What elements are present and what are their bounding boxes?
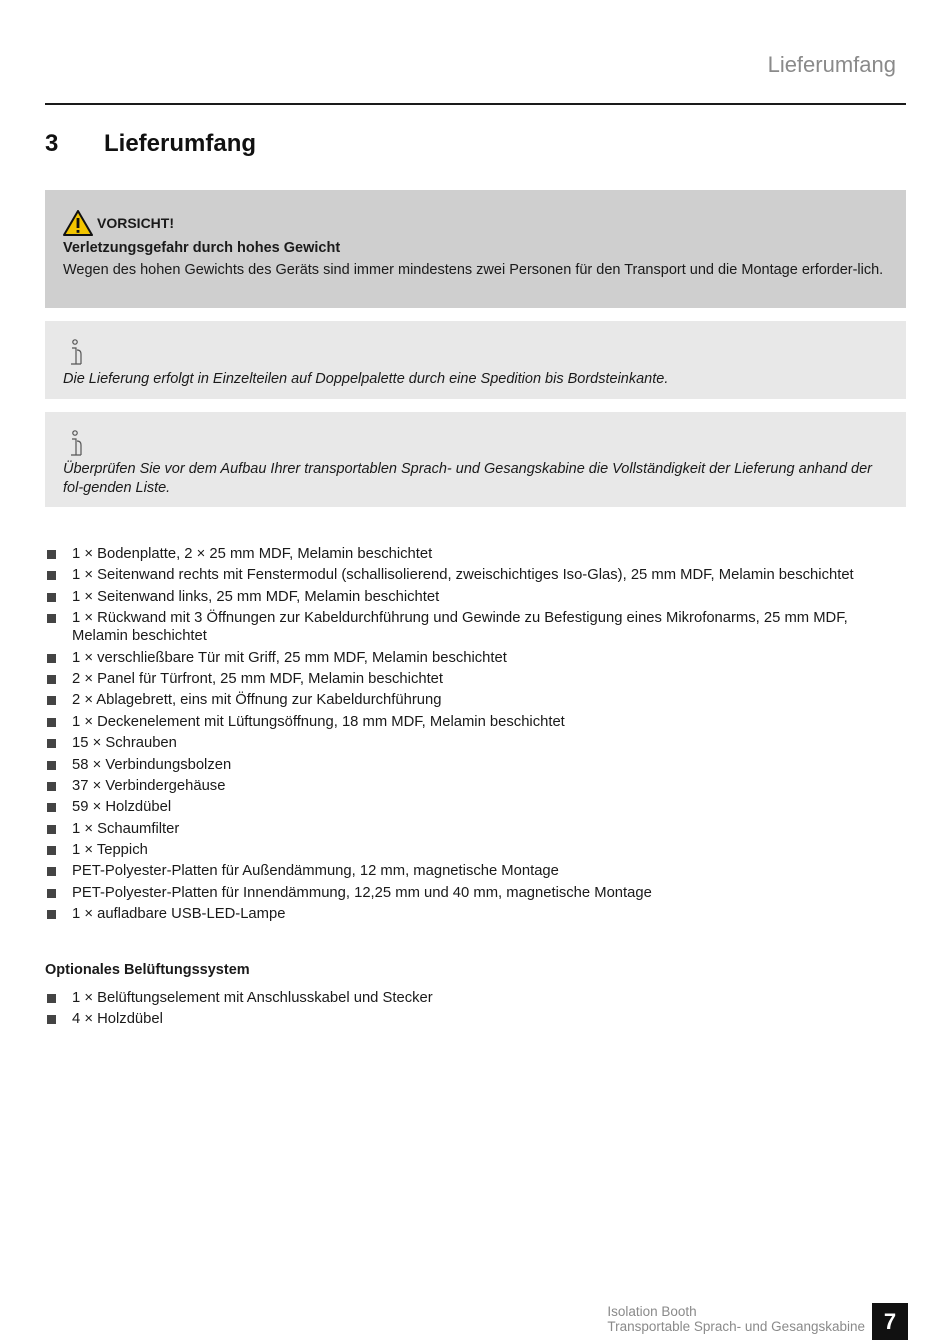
list-item: 2 × Panel für Türfront, 25 mm MDF, Melamin beschichtet: [45, 670, 906, 688]
footer-text: [607, 1304, 865, 1334]
list-item: 59 × Holzdübel: [45, 798, 906, 816]
list-item: 1 × Bodenplatte, 2 × 25 mm MDF, Melamin beschichtet: [45, 545, 906, 563]
caution-subtitle: Verletzungsgefahr durch hohes Gewicht: [63, 240, 341, 256]
note-text-delivery: Die Lieferung erfolgt in Einzelteilen auf Doppelpalette durch eine Spedition bis Bordsteinkante.: [63, 371, 669, 387]
list-item: 1 × Belüftungselement mit Anschlusskabel und Stecker: [45, 989, 906, 1007]
info-icon: [65, 339, 87, 367]
list-item: 1 × Seitenwand links, 25 mm MDF, Melamin beschichtet: [45, 588, 906, 606]
info-note-delivery: [45, 321, 906, 399]
list-item: 1 × verschließbare Tür mit Griff, 25 mm MDF, Melamin beschichtet: [45, 649, 906, 667]
footer-product-name: Isolation Booth: [607, 1304, 697, 1319]
optional-heading: Optionales Belüftungssystem: [45, 962, 250, 978]
caution-box: [45, 190, 906, 308]
list-item: PET-Polyester-Platten für Innendämmung, 12,25 mm und 40 mm, magnetische Montage: [45, 884, 906, 902]
caution-label: VORSICHT!: [97, 215, 174, 231]
chapter-heading: [45, 130, 256, 158]
list-item: 1 × Teppich: [45, 841, 906, 859]
list-item: 2 × Ablagebrett, eins mit Öffnung zur Kabeldurchführung: [45, 691, 906, 709]
list-item: 1 × Seitenwand rechts mit Fenstermodul (schallisolierend, zweischichtiges Iso-Glas), 25 mm MDF, Melamin beschichtet: [45, 566, 906, 584]
list-item: 4 × Holzdübel: [45, 1010, 906, 1028]
footer-product-description: Transportable Sprach- und Gesangskabine: [607, 1319, 865, 1334]
list-item: 1 × Rückwand mit 3 Öffnungen zur Kabeldurchführung und Gewinde zu Befestigung eines Mikrofonarms, 25 mm MDF, Melamin beschichtet: [45, 609, 906, 645]
list-item: 1 × aufladbare USB-LED-Lampe: [45, 905, 906, 923]
page-number: 7: [872, 1303, 908, 1340]
list-item: 15 × Schrauben: [45, 734, 906, 752]
chapter-title: Lieferumfang: [104, 130, 257, 157]
chapter-number: 3: [45, 130, 59, 157]
list-item: 58 × Verbindungsbolzen: [45, 756, 906, 774]
optional-items-list: [45, 989, 906, 1032]
running-header-title: Lieferumfang: [767, 52, 896, 77]
info-icon: [65, 430, 87, 458]
list-item: 1 × Schaumfilter: [45, 820, 906, 838]
warning-triangle-icon: [63, 210, 93, 236]
info-note-check: [45, 412, 906, 507]
caution-text: Wegen des hohen Gewichts des Geräts sind immer mindestens zwei Personen für den Transport und die Montage erforder-lich.: [63, 262, 884, 278]
list-item: PET-Polyester-Platten für Außendämmung, 12 mm, magnetische Montage: [45, 862, 906, 880]
caution-header: [63, 210, 174, 236]
delivery-items-list: [45, 545, 906, 927]
note-text-check: Überprüfen Sie vor dem Aufbau Ihrer transportablen Sprach- und Gesangskabine die Vollständigkeit der Lieferung anhand der fol-genden Liste.: [63, 461, 873, 496]
list-item: 37 × Verbindergehäuse: [45, 777, 906, 795]
list-item: 1 × Deckenelement mit Lüftungsöffnung, 18 mm MDF, Melamin beschichtet: [45, 713, 906, 731]
header-rule: [45, 103, 906, 105]
